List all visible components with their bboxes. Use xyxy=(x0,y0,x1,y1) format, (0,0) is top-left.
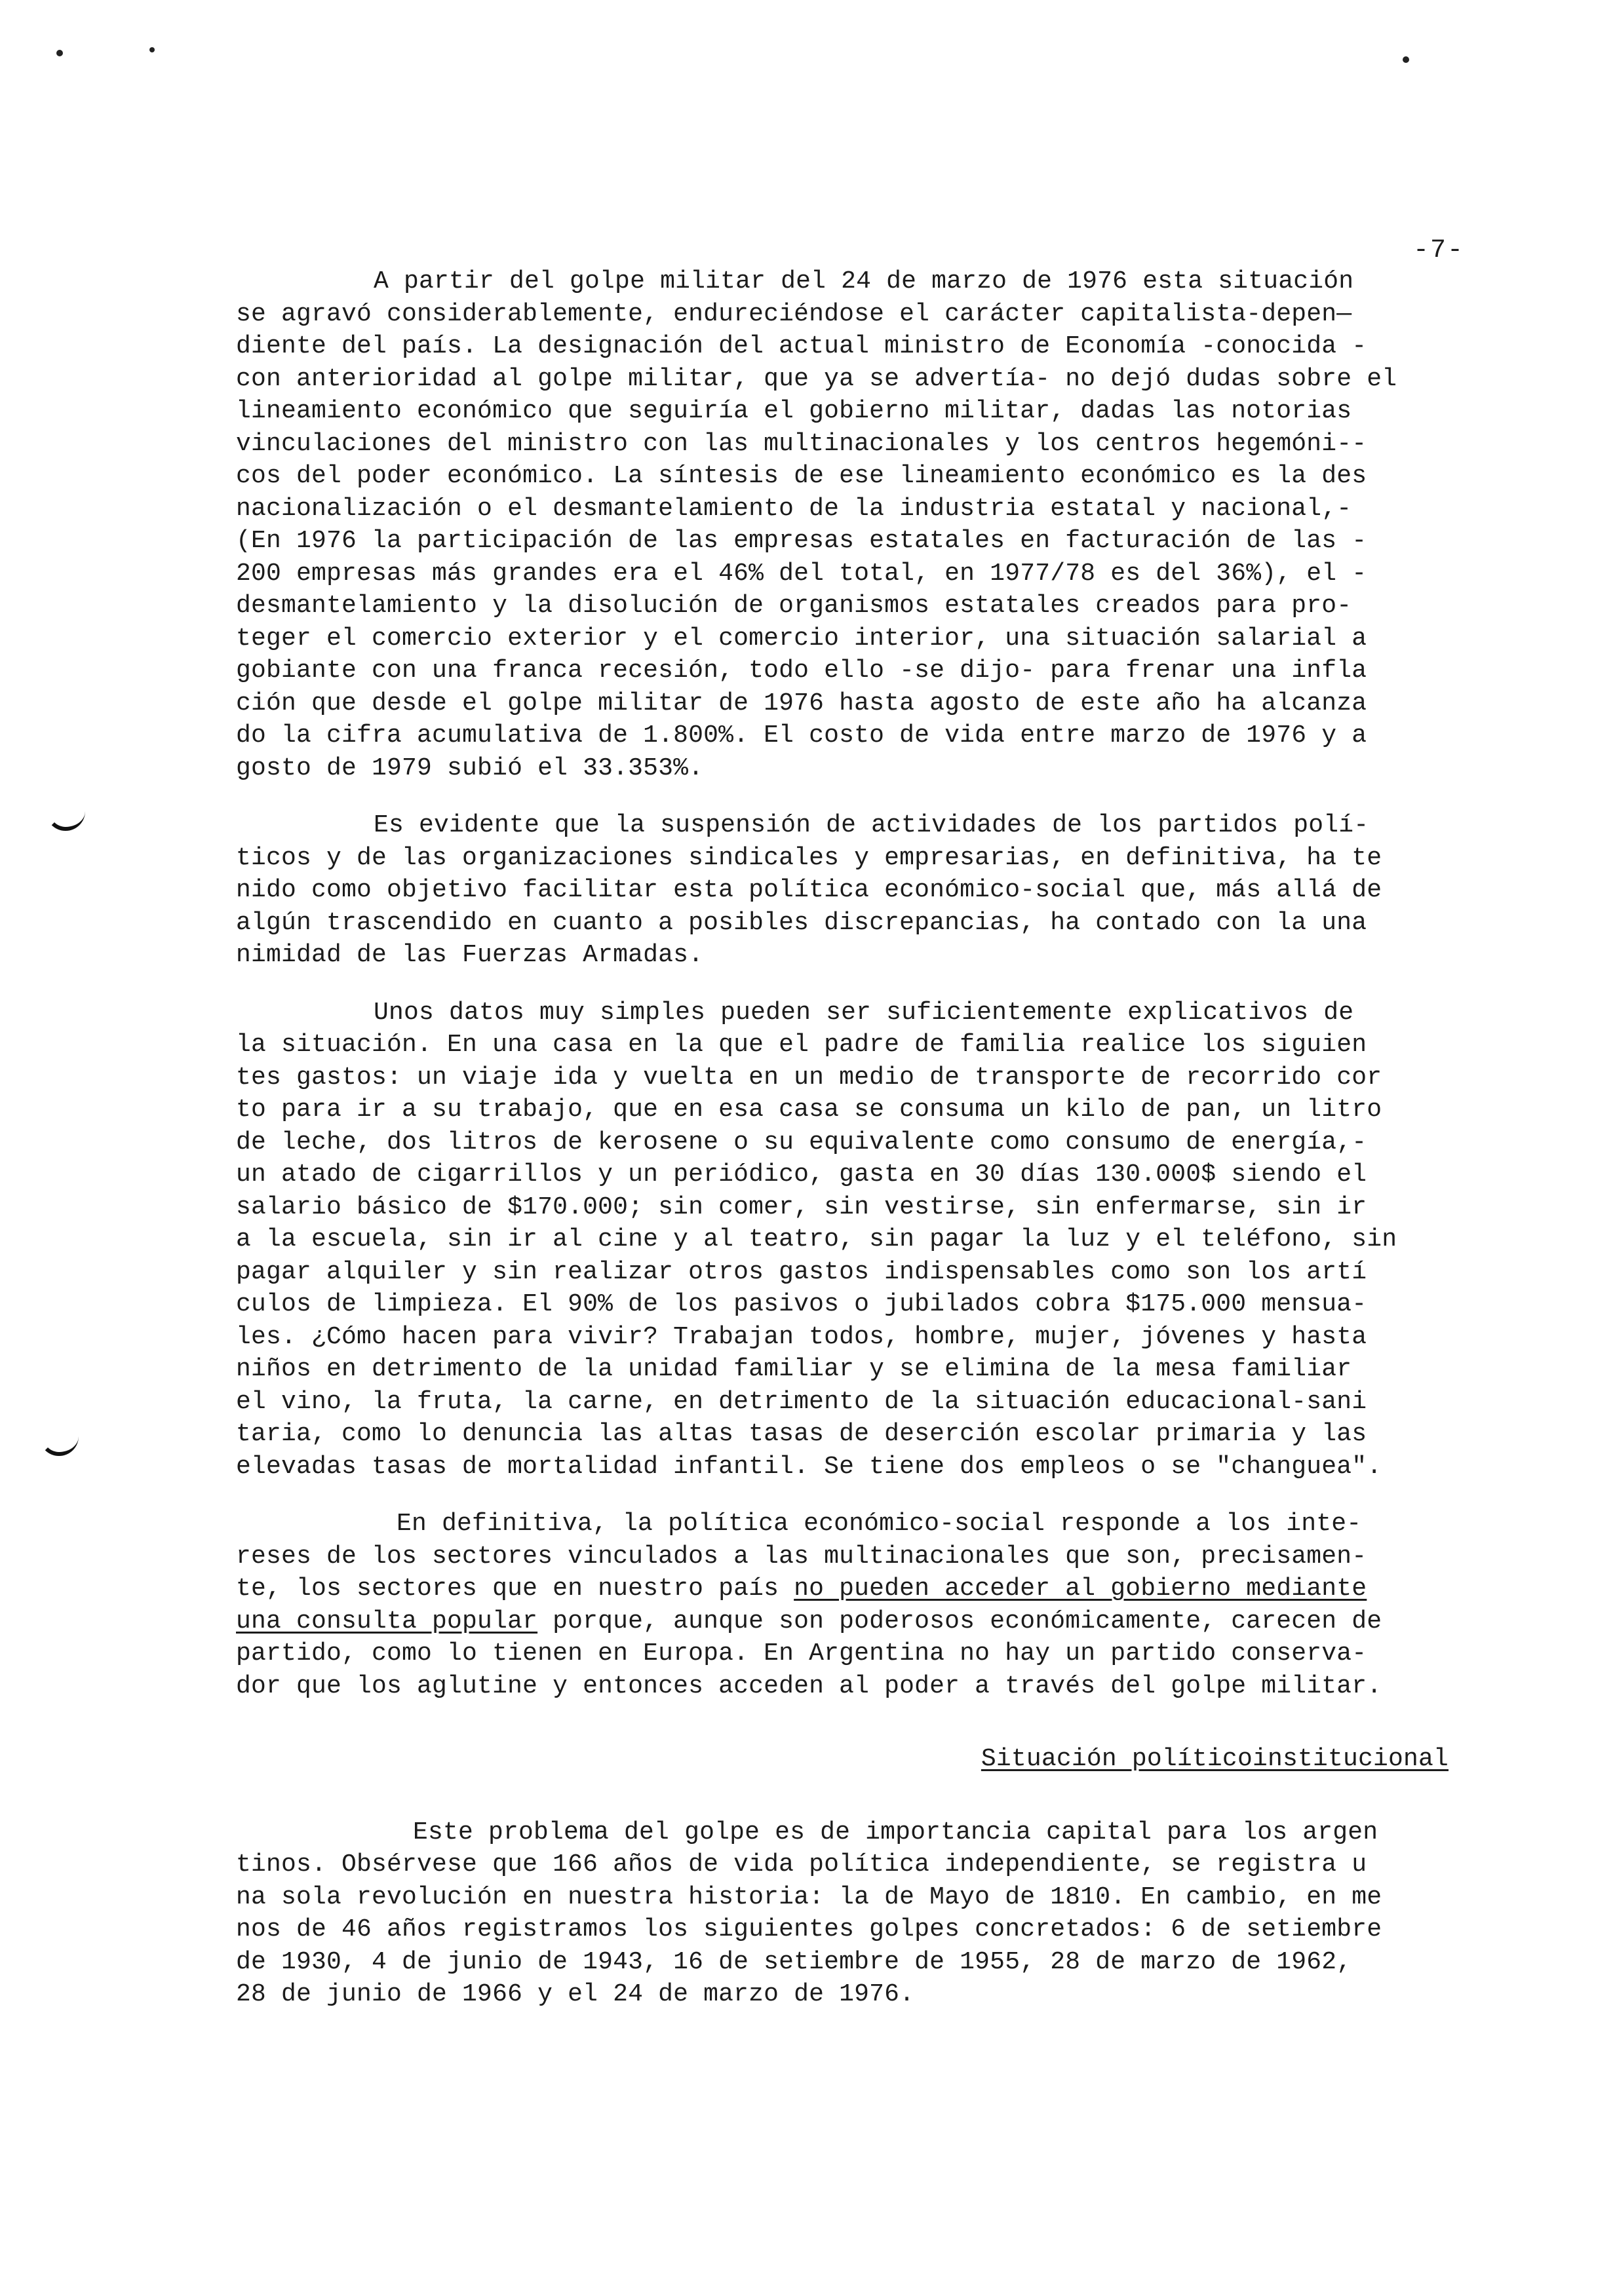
text-line: niños en detrimento de la unidad familiar y se elimina de la mesa familiar xyxy=(236,1355,1352,1383)
paragraph xyxy=(236,1508,1462,1702)
text-line: (En 1976 la participación de las empresas estatales en facturación de las - xyxy=(236,527,1367,555)
text-line: de 1930, 4 de junio de 1943, 16 de setiembre de 1955, 28 de marzo de 1962, xyxy=(236,1947,1352,1976)
text-line: Es evidente que la suspensión de actividades de los partidos polí- xyxy=(374,811,1369,839)
text-line: lineamiento económico que seguiría el gobierno militar, dadas las notorias xyxy=(236,397,1352,425)
text-line: nacionalización o el desmantelamiento de la industria estatal y nacional,- xyxy=(236,494,1352,523)
text-line: cos del poder económico. La síntesis de ese lineamiento económico es la des xyxy=(236,462,1367,490)
text-line: gosto de 1979 subió el 33.353%. xyxy=(236,754,704,782)
page-number: -7- xyxy=(1412,236,1464,265)
text-line: reses de los sectores vinculados a las multinacionales que son, precisamen- xyxy=(236,1542,1367,1571)
text-line xyxy=(236,1605,1462,1638)
text-line: A partir del golpe militar del 24 de marzo de 1976 esta situación xyxy=(374,267,1354,296)
text-fragment: te, los sectores que en nuestro país xyxy=(236,1575,794,1603)
text-line: a la escuela, sin ir al cine y al teatro, sin pagar la luz y el teléfono, sin xyxy=(236,1225,1397,1253)
text-line: salario básico de $170.000; sin comer, sin vestirse, sin enfermarse, sin ir xyxy=(236,1193,1367,1221)
text-line: taria, como lo denuncia las altas tasas de deserción escolar primaria y las xyxy=(236,1420,1367,1448)
paragraph-gap xyxy=(236,1483,1462,1508)
text-line: pagar alquiler y sin realizar otros gastos indispensables como son los artí xyxy=(236,1257,1367,1286)
section-gap xyxy=(236,1776,1462,1816)
text-line: teger el comercio exterior y el comercio interior, una situación salarial a xyxy=(236,624,1367,653)
text-line: nido como objetivo facilitar esta política económico-social que, más allá de xyxy=(236,876,1382,904)
text-line: to para ir a su trabajo, que en esa casa se consuma un kilo de pan, un litro xyxy=(236,1096,1382,1124)
text-line: elevadas tasas de mortalidad infantil. Se tiene dos empleos o se "changuea". xyxy=(236,1452,1382,1481)
text-line: ticos y de las organizaciones sindicales y empresarias, en definitiva, ha te xyxy=(236,843,1382,872)
text-line: tinos. Obsérvese que 166 años de vida política independiente, se registra u xyxy=(236,1850,1367,1879)
text-line: la situación. En una casa en la que el padre de familia realice los siguien xyxy=(236,1031,1367,1059)
text-line: un atado de cigarrillos y un periódico, gasta en 30 días 130.000$ siendo el xyxy=(236,1160,1367,1189)
scan-speck xyxy=(56,50,63,56)
scan-speck xyxy=(149,47,155,52)
text-line: nos de 46 años registramos los siguientes golpes concretados: 6 de setiembre xyxy=(236,1915,1382,1943)
paragraph xyxy=(236,997,1462,1483)
section-heading: Situación políticoinstitucional xyxy=(981,1745,1449,1773)
text-line: do la cifra acumulativa de 1.800%. El costo de vida entre marzo de 1976 y a xyxy=(236,721,1367,750)
section-gap xyxy=(236,1702,1462,1743)
text-line: se agravó considerablemente, endureciéndose el carácter capitalista-depen— xyxy=(236,299,1352,328)
body-text xyxy=(236,265,1462,2011)
paragraph xyxy=(236,1816,1462,2011)
text-line: con anterioridad al golpe militar, que ya se advertía- no dejó dudas sobre el xyxy=(236,364,1397,393)
text-line: Unos datos muy simples pueden ser suficientemente explicativos de xyxy=(374,998,1354,1027)
margin-mark xyxy=(39,1432,79,1456)
text-line: desmantelamiento y la disolución de organismos estatales creados para pro- xyxy=(236,592,1352,620)
text-line: culos de limpieza. El 90% de los pasivos o jubilados cobra $175.000 mensua- xyxy=(236,1290,1367,1318)
text-line: En definitiva, la política económico-social responde a los inte- xyxy=(397,1510,1362,1538)
text-line: gobiante con una franca recesión, todo ello -se dijo- para frenar una infla xyxy=(236,657,1367,685)
paragraph xyxy=(236,265,1462,784)
text-line: na sola revolución en nuestra historia: la de Mayo de 1810. En cambio, en me xyxy=(236,1883,1382,1911)
text-line: de leche, dos litros de kerosene o su equivalente como consumo de energía,- xyxy=(236,1128,1367,1157)
text-line: les. ¿Cómo hacen para vivir? Trabajan todos, hombre, mujer, jóvenes y hasta xyxy=(236,1322,1367,1351)
paragraph-gap xyxy=(236,972,1462,997)
paragraph xyxy=(236,809,1462,972)
text-line: partido, como lo tienen en Europa. En Argentina no hay un partido conserva- xyxy=(236,1639,1367,1668)
text-line: dor que los aglutine y entonces acceden al poder a través del golpe militar. xyxy=(236,1672,1382,1700)
text-line: el vino, la fruta, la carne, en detrimento de la situación educacional-sani xyxy=(236,1387,1367,1416)
text-fragment: porque, aunque son poderosos económicamente, carecen de xyxy=(537,1607,1382,1636)
margin-mark xyxy=(46,807,85,831)
text-line: algún trascendido en cuanto a posibles discrepancias, ha contado con la una xyxy=(236,908,1367,937)
text-line: 28 de junio de 1966 y el 24 de marzo de 1976. xyxy=(236,1980,915,2008)
text-line: Este problema del golpe es de importancia capital para los argen xyxy=(413,1818,1378,1846)
text-line xyxy=(236,1573,1462,1605)
text-line: nimidad de las Fuerzas Armadas. xyxy=(236,941,704,969)
underlined-phrase: una consulta popular xyxy=(236,1607,538,1636)
text-line: ción que desde el golpe militar de 1976 hasta agosto de este año ha alcanza xyxy=(236,689,1367,718)
text-line: diente del país. La designación del actual ministro de Economía -conocida - xyxy=(236,332,1367,360)
underlined-phrase: no pueden acceder al gobierno mediante xyxy=(794,1575,1367,1603)
text-line: vinculaciones del ministro con las multinacionales y los centros hegemóni-- xyxy=(236,429,1367,458)
text-line: tes gastos: un viaje ida y vuelta en un medio de transporte de recorrido cor xyxy=(236,1063,1382,1092)
text-line: 200 empresas más grandes era el 46% del total, en 1977/78 es del 36%), el - xyxy=(236,559,1367,588)
paragraph-gap xyxy=(236,784,1462,809)
scan-speck xyxy=(1403,56,1409,63)
